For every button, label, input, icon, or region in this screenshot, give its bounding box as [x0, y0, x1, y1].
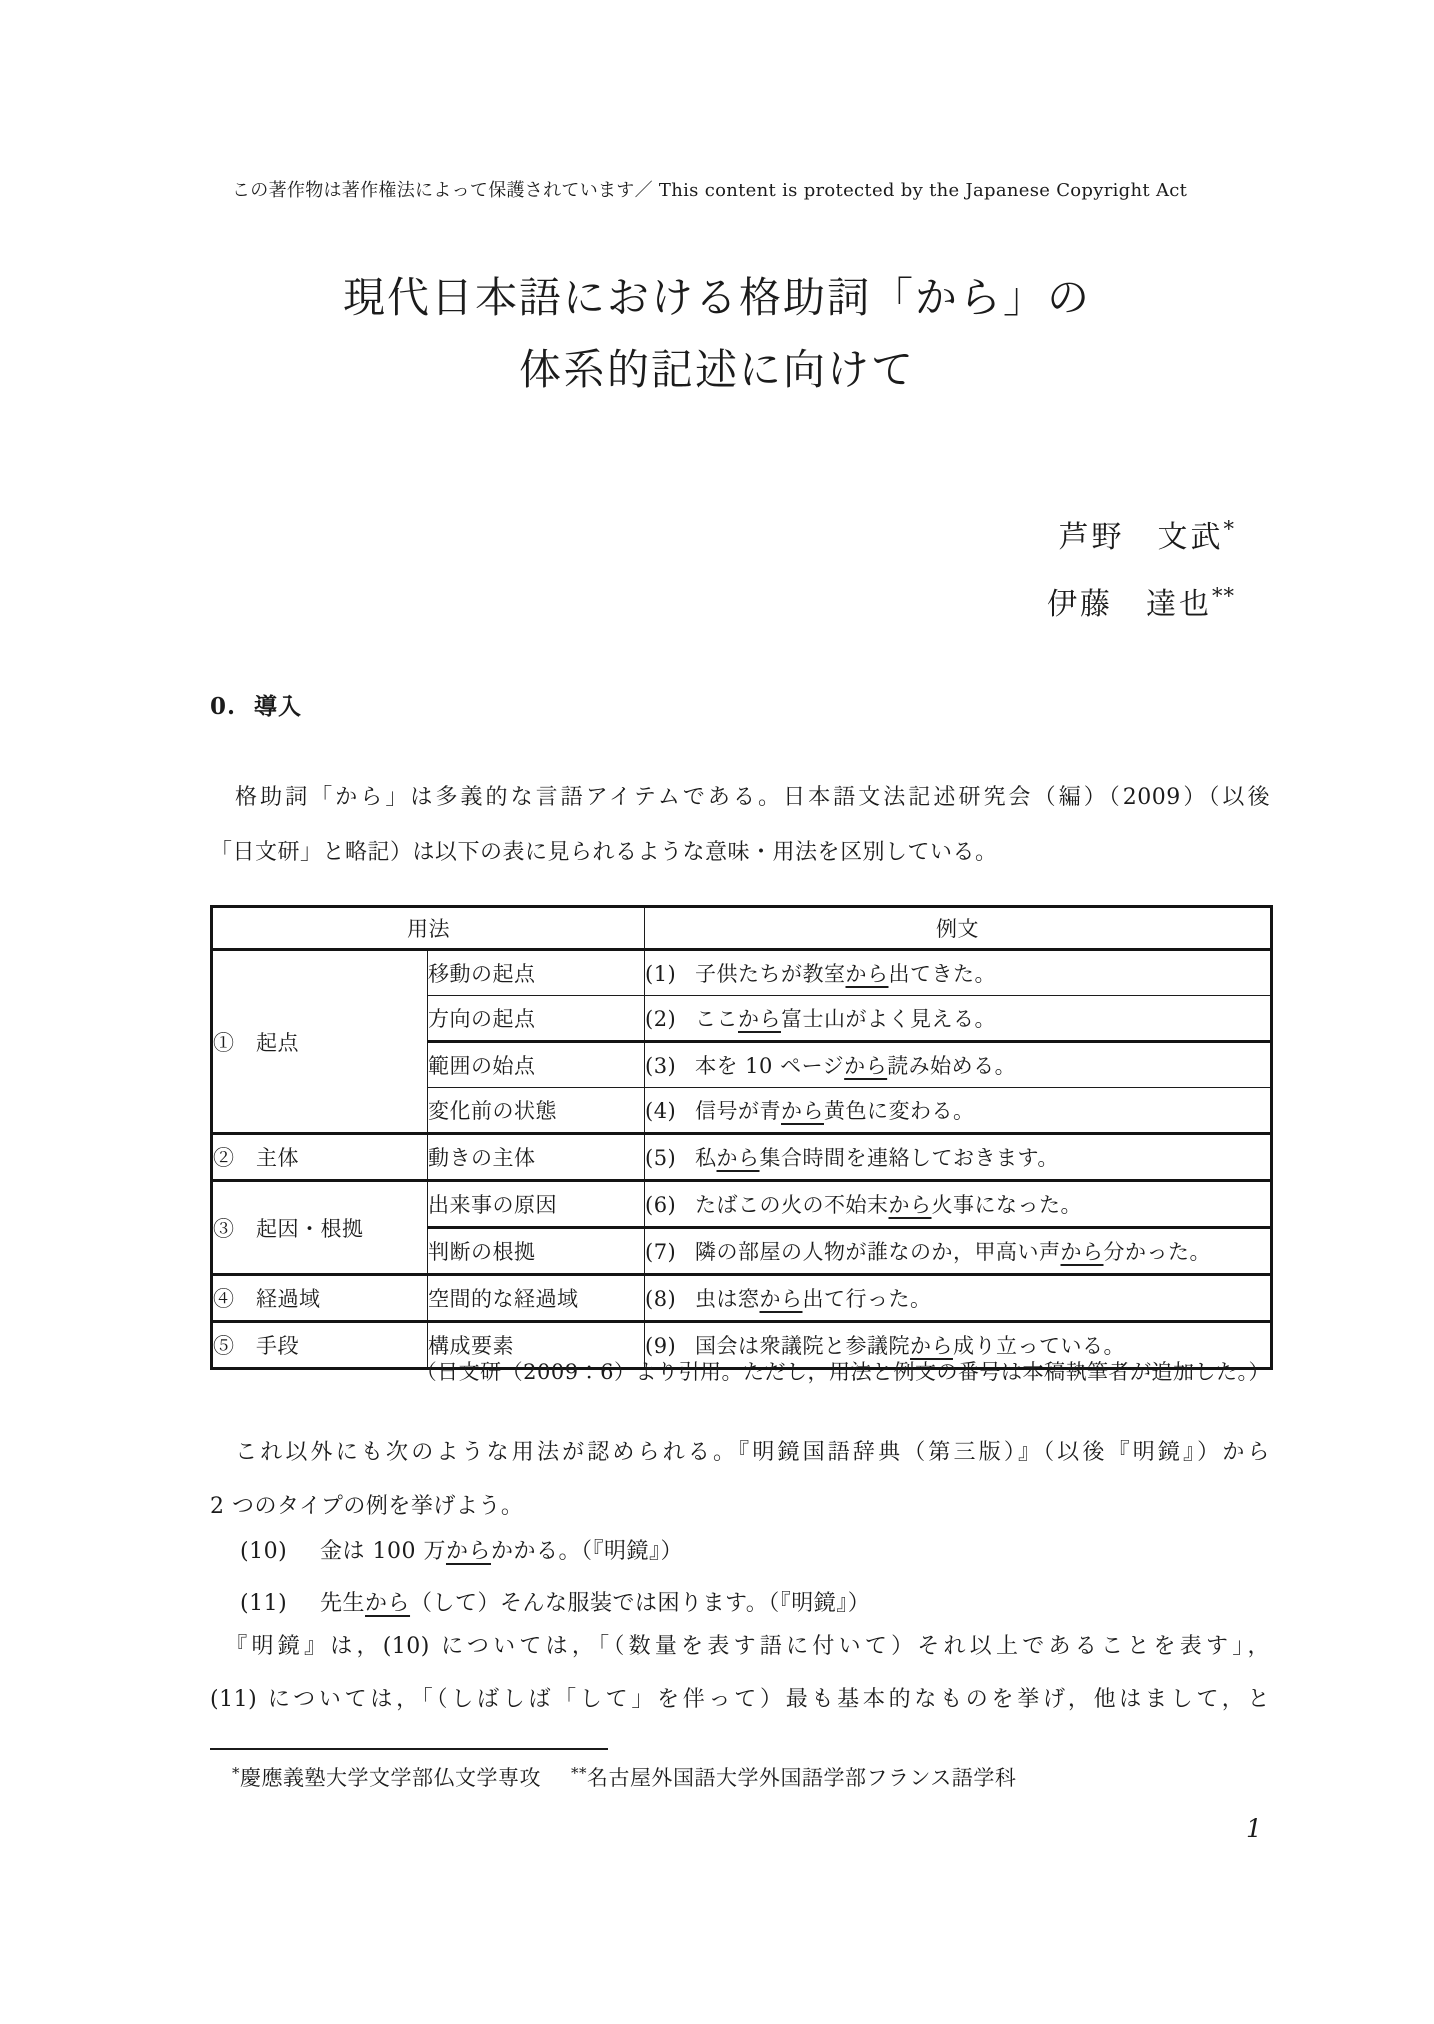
- usage-sub-cell: 空間的な経過域: [428, 1275, 645, 1322]
- intro-paragraph-1: [210, 770, 1270, 880]
- author-1-affiliation-mark: *: [1223, 517, 1235, 541]
- page-number: 1: [1246, 1814, 1262, 1843]
- example-cell: [645, 1088, 1272, 1134]
- example-cell: [645, 1134, 1272, 1181]
- table-row: [212, 1134, 1272, 1181]
- numbered-example-10: [210, 1534, 1270, 1565]
- author-2-affiliation-mark: **: [1212, 584, 1235, 608]
- usage-sub-cell: 方向の起点: [428, 996, 645, 1042]
- kara-underlined: から: [1060, 1240, 1104, 1264]
- example-cell: [645, 1181, 1272, 1228]
- example-cell: [645, 996, 1272, 1042]
- paragraph-line: 『明鏡』は，(10) については，「（数量を表す語に付いて）それ以上であることを表す」，: [210, 1634, 1270, 1659]
- example-number: (10): [240, 1539, 288, 1564]
- example-number: (9): [645, 1334, 677, 1358]
- example-text: [695, 1193, 1082, 1217]
- example-text: [320, 1539, 683, 1564]
- kara-underlined: から: [844, 1054, 888, 1078]
- example-number: (2): [645, 1007, 677, 1031]
- example-text-post: 出て行った。: [802, 1287, 932, 1311]
- example-number: (1): [645, 962, 677, 986]
- table-header-row: [212, 907, 1272, 950]
- footnote-affiliation-1: 慶應義塾大学文学部仏文学専攻: [240, 1766, 541, 1790]
- example-text-pre: たばこの火の不始末: [695, 1193, 889, 1217]
- kara-underlined: から: [445, 1539, 491, 1564]
- example-number: (7): [645, 1240, 677, 1264]
- usage-sub-cell: 変化前の状態: [428, 1088, 645, 1134]
- kara-underlined: から: [738, 1007, 781, 1031]
- example-cell: [645, 950, 1272, 996]
- usage-table-wrapper: [210, 905, 1273, 1370]
- footnote-mark-2: **: [571, 1764, 587, 1782]
- intro-paragraph-2: [210, 1426, 1270, 1534]
- example-text-post: 黄色に変わる。: [824, 1099, 975, 1123]
- usage-sub-cell: 動きの主体: [428, 1134, 645, 1181]
- example-number: (11): [240, 1591, 288, 1616]
- example-text: [320, 1591, 870, 1616]
- example-text-post: 火事になった。: [931, 1193, 1082, 1217]
- numbered-example-11: [210, 1586, 1270, 1617]
- example-text-pre: 隣の部屋の人物が誰なのか，甲高い声: [695, 1240, 1061, 1264]
- usage-sub-cell: 構成要素: [428, 1322, 645, 1369]
- kara-underlined: から: [845, 962, 889, 986]
- example-text-post: 出てきた。: [888, 962, 996, 986]
- example-cell: [645, 1275, 1272, 1322]
- usage-group-cell: ⑤ 手段: [212, 1322, 428, 1369]
- example-text-pre: ここ: [695, 1007, 738, 1031]
- example-text: [695, 1146, 1059, 1170]
- table-caption: （日文研（2009：6）より引用。ただし，用法と例文の番号は本稿執筆者が追加した。）: [415, 1360, 1270, 1384]
- example-text-post: 分かった。: [1103, 1240, 1211, 1264]
- paper-title: [187, 262, 1247, 406]
- usage-sub-cell: 範囲の始点: [428, 1042, 645, 1088]
- author-1-name: 芦野 文武: [1058, 520, 1224, 555]
- author-1: [210, 500, 1235, 567]
- example-text-pre: 信号が青: [695, 1099, 781, 1123]
- example-text-pre: 国会は衆議院と参議院: [695, 1334, 910, 1358]
- section-title: 導入: [254, 693, 303, 720]
- example-text-post: 集合時間を連絡しておきます。: [759, 1146, 1059, 1170]
- paper-title-line1: 現代日本語における格助詞「から」の: [342, 273, 1091, 322]
- example-text: [695, 1287, 932, 1311]
- example-text: [695, 1334, 1125, 1358]
- example-text-pre: 金は 100 万: [320, 1539, 446, 1564]
- table-header-usage: 用法: [212, 907, 645, 950]
- kara-underlined: から: [781, 1099, 824, 1123]
- usage-sub-cell: 移動の起点: [428, 950, 645, 996]
- example-number: (5): [645, 1146, 677, 1170]
- section-number: 0.: [210, 693, 237, 720]
- example-text-post: 富士山がよく見える。: [781, 1007, 996, 1031]
- table-row: [212, 1181, 1272, 1228]
- example-text: [695, 1054, 1016, 1078]
- paragraph-line: 「日文研」と略記）は以下の表に見られるような意味・用法を区別している。: [210, 840, 998, 865]
- paragraph-line: (11) については，「（しばしば「して」を伴って）最も基本的なものを挙げ，他はまして，と: [210, 1687, 1270, 1712]
- kara-underlined: から: [910, 1334, 953, 1358]
- intro-paragraph-3: [210, 1620, 1270, 1726]
- author-2-name: 伊藤 達也: [1047, 587, 1212, 622]
- example-cell: [645, 1228, 1272, 1275]
- example-text: [695, 962, 996, 986]
- example-text-post: （して）そんな服装では困ります。（『明鏡』）: [410, 1591, 871, 1616]
- example-number: (6): [645, 1193, 677, 1217]
- example-text-pre: 虫は窓: [695, 1287, 760, 1311]
- usage-sub-cell: 判断の根拠: [428, 1228, 645, 1275]
- example-cell: [645, 1042, 1272, 1088]
- example-number: (4): [645, 1099, 677, 1123]
- usage-group-cell: ① 起点: [212, 950, 428, 1134]
- usage-table: [210, 905, 1273, 1370]
- table-row: [212, 1275, 1272, 1322]
- example-text: [695, 1099, 975, 1123]
- paper-title-line2: 体系的記述に向けて: [518, 345, 915, 394]
- usage-group-cell: ② 主体: [212, 1134, 428, 1181]
- example-text: [695, 1240, 1211, 1264]
- example-text: [695, 1007, 996, 1031]
- kara-underlined: から: [759, 1287, 803, 1311]
- footnote-affiliation-2: 名古屋外国語大学外国語学部フランス語学科: [587, 1766, 1017, 1790]
- example-number: (3): [645, 1054, 677, 1078]
- paragraph-line: これ以外にも次のような用法が認められる。『明鏡国語辞典（第三版）』（以後『明鏡』）から: [210, 1440, 1270, 1465]
- example-number: (8): [645, 1287, 677, 1311]
- copyright-notice: この著作物は著作権法によって保護されています／ This content is protected by the Japanese Copyright Act: [232, 180, 1188, 201]
- kara-underlined: から: [365, 1591, 411, 1616]
- author-2: [210, 567, 1235, 634]
- example-text-pre: 私: [695, 1146, 717, 1170]
- example-text-post: かかる。（『明鏡』）: [491, 1539, 684, 1564]
- kara-underlined: から: [716, 1146, 760, 1170]
- footnote-mark-1: *: [232, 1764, 240, 1782]
- author-block: [210, 500, 1235, 634]
- paragraph-line: 2 つのタイプの例を挙げよう。: [210, 1494, 524, 1519]
- example-text-pre: 本を 10 ページ: [695, 1054, 845, 1078]
- example-text-pre: 子供たちが教室: [695, 962, 846, 986]
- usage-group-cell: ④ 経過域: [212, 1275, 428, 1322]
- table-row: [212, 950, 1272, 996]
- footnote: [232, 1762, 1016, 1792]
- table-header-example: 例文: [645, 907, 1272, 950]
- example-text-post: 成り立っている。: [953, 1334, 1125, 1358]
- paragraph-line: 格助詞「から」は多義的な言語アイテムである。日本語文法記述研究会（編）（2009）（以後: [210, 785, 1270, 810]
- usage-group-cell: ③ 起因・根拠: [212, 1181, 428, 1275]
- example-text-post: 読み始める。: [887, 1054, 1017, 1078]
- example-text-pre: 先生: [320, 1591, 366, 1616]
- kara-underlined: から: [888, 1193, 932, 1217]
- footnote-divider: [210, 1748, 608, 1750]
- section-heading: [210, 688, 302, 721]
- usage-sub-cell: 出来事の原因: [428, 1181, 645, 1228]
